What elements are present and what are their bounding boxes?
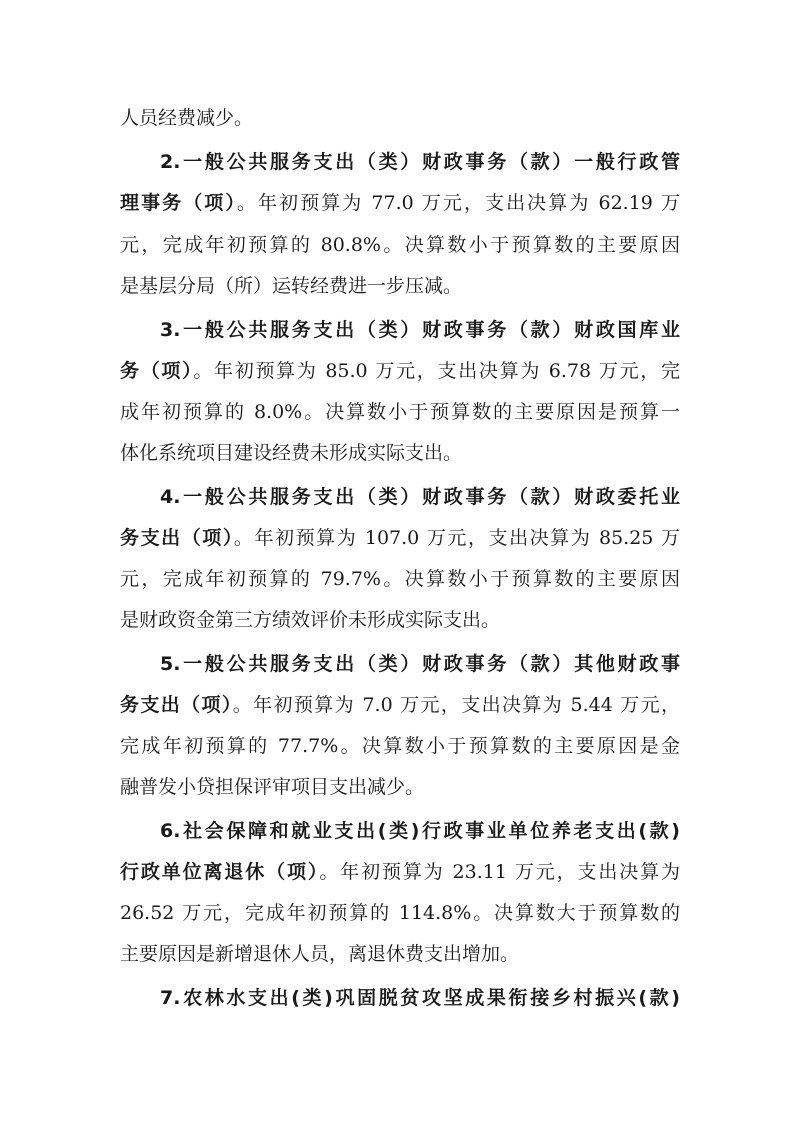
paragraph-heading-line	[160, 475, 680, 519]
paragraph-line	[120, 349, 680, 393]
body-text: 成年初预算的 8.0%。决算数小于预算数的主要原因是预算一	[120, 401, 680, 423]
heading-text: 4.一般公共服务支出（类）财政事务（款）财政委托业	[160, 486, 680, 508]
heading-text: 6.社会保障和就业支出(类)行政事业单位养老支出(款)	[160, 820, 680, 842]
paragraph-heading-line	[160, 308, 680, 352]
paragraph-heading-line	[160, 140, 680, 184]
paragraph-line	[120, 390, 680, 434]
heading-text: 7.农林水支出(类)巩固脱贫攻坚成果衔接乡村振兴(款)	[160, 987, 680, 1009]
body-text: 元，完成年初预算的 80.8%。决算数小于预算数的主要原因	[120, 234, 680, 256]
paragraph-line	[120, 932, 680, 976]
paragraph-line	[120, 724, 680, 768]
paragraph-line	[120, 431, 680, 475]
heading-text: 务支出（项）	[120, 694, 233, 716]
paragraph-heading-line	[160, 809, 680, 853]
body-text: 。年初预算为 85.0 万元，支出决算为 6.78 万元，完	[193, 360, 680, 382]
paragraph-heading-line	[160, 976, 680, 1020]
body-text: 是基层分局（所）运转经费进一步压减。	[120, 275, 463, 297]
body-text: 主要原因是新增退休人员，离退休费支出增加。	[120, 943, 520, 965]
paragraph-line	[120, 891, 680, 935]
heading-text: 3.一般公共服务支出（类）财政事务（款）财政国库业	[160, 319, 680, 341]
paragraph-line	[120, 223, 680, 267]
heading-text: 行政单位离退休（项）	[120, 861, 320, 883]
heading-text: 2.一般公共服务支出（类）财政事务（款）一般行政管	[160, 151, 680, 173]
paragraph-line	[120, 683, 680, 727]
body-text: 是财政资金第三方绩效评价未形成实际支出。	[120, 609, 501, 631]
paragraph-line	[120, 557, 680, 601]
body-text: 。年初预算为 77.0 万元，支出决算为 62.19 万	[236, 192, 680, 214]
body-text: 。年初预算为 23.11 万元，支出决算为	[319, 861, 680, 883]
paragraph-line	[120, 765, 680, 809]
paragraph-line	[120, 516, 680, 560]
heading-text: 务支出（项）	[120, 527, 234, 549]
heading-text: 5.一般公共服务支出（类）财政事务（款）其他财政事	[160, 653, 680, 675]
body-text: 。年初预算为 107.0 万元，支出决算为 85.25 万	[233, 527, 680, 549]
paragraph-line	[120, 181, 680, 225]
paragraph-line	[120, 850, 680, 894]
body-text: 26.52 万元，完成年初预算的 114.8%。决算数大于预算数的	[120, 902, 680, 924]
heading-text: 理事务（项）	[120, 192, 237, 214]
heading-text: 务（项）	[120, 360, 194, 382]
body-text: 体化系统项目建设经费未形成实际支出。	[120, 442, 463, 464]
paragraph-line	[120, 96, 680, 140]
paragraph-heading-line	[160, 642, 680, 686]
body-text: 完成年初预算的 77.7%。决算数小于预算数的主要原因是金	[120, 735, 680, 757]
body-text: 融普发小贷担保评审项目支出减少。	[120, 776, 425, 798]
paragraph-line	[120, 598, 680, 642]
body-text: 。年初预算为 7.0 万元，支出决算为 5.44 万元，	[232, 694, 680, 716]
body-text: 元，完成年初预算的 79.7%。决算数小于预算数的主要原因	[120, 568, 680, 590]
body-text: 人员经费减少。	[120, 107, 254, 129]
paragraph-line	[120, 264, 680, 308]
